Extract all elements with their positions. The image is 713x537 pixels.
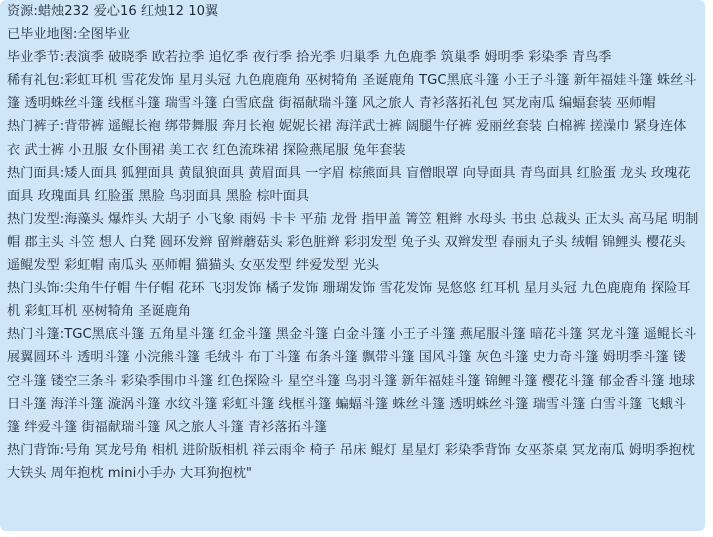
popular-pants-value: 背带裤 遥鲲长袍 绑带舞服 奔月长袍 妮妮长裙 海洋武士裤 阔腿牛仔裤 爱丽丝套装 白棉裤 搓澡巾 紧身连体衣 武士裤 小丑服 女仆围裙 美工衣 红色流珠裙 探险燕尾服 兔年套装 <box>7 119 687 158</box>
resources-label: 资源: <box>7 4 38 19</box>
popular-headwear-value: 尖角牛仔帽 牛仔帽 花环 飞羽发饰 橘子发饰 珊瑚发饰 雪花发饰 晃悠悠 红耳机 星月头冠 九色鹿鹿角 探险耳机 彩虹耳机 巫树犄角 圣诞鹿角 <box>7 281 691 320</box>
popular-back-accessories-label: 热门背饰: <box>7 442 65 458</box>
popular-back-accessories-value: 号角 冥龙号角 相机 进阶版相机 祥云雨伞 椅子 吊床 鲲灯 星星灯 彩染季背饰 女巫茶桌 冥龙南瓜 姆明季抱枕 大铁头 周年抱枕 mini小手办 大耳狗抱枕" <box>7 442 695 481</box>
popular-masks-value: 矮人面具 狐狸面具 黄鼠狼面具 黄眉面具 一字眉 棕熊面具 盲僧眼罩 向导面具 青鸟面具 红脸蛋 龙头 玫瑰花面具 玫瑰面具 红脸蛋 黑脸 鸟羽面具 黑脸 棕叶面具 <box>7 165 691 204</box>
popular-capes-line <box>7 323 699 438</box>
rare-packs-value: 彩虹耳机 雪花发饰 星月头冠 九色鹿鹿角 巫树犄角 圣诞鹿角 TGC黑底斗篷 小王子斗篷 新年福娃斗篷 蛛丝斗篷 透明蛛丝斗篷 线框斗篷 瑞雪斗篷 白雪底盘 街福献瑞斗篷 风之旅人 青衫落拓礼包 冥龙南瓜 编蝠套装 巫师帽 <box>7 73 697 112</box>
graduated-seasons-line <box>7 46 699 69</box>
rare-packs-label: 稀有礼包: <box>7 73 65 89</box>
popular-capes-label: 热门斗篷: <box>7 327 65 343</box>
popular-hairstyles-label: 热门发型: <box>7 211 65 227</box>
popular-back-accessories-line <box>7 439 699 485</box>
popular-masks-line <box>7 162 699 208</box>
graduated-maps-value: 全图毕业 <box>77 27 131 43</box>
popular-headwear-label: 热门头饰: <box>7 281 65 297</box>
popular-pants-line <box>7 115 699 161</box>
popular-headwear-line <box>7 277 699 323</box>
popular-hairstyles-value: 海藻头 爆炸头 大胡子 小飞象 雨妈 卡卡 平茄 龙骨 指甲盖 箐笠 粗辫 水母头 书虫 总裁头 正太头 高马尾 明制帽 郡主头 斗笠 想人 白凳 圆环发辫 留辫蘑菇头 彩色脏辫 彩羽发型 兔子头 双辫发型 春丽丸子头 绒帽 锦鲤头 樱花头 遥鲲发型 彩虹帽 南瓜头 巫师帽 猫猫头 女巫发型 绊爱发型 光头 <box>7 211 699 274</box>
resources-line <box>7 0 699 23</box>
graduated-seasons-value: 表演季 破晓季 欧若拉季 追忆季 夜行季 拾光季 归巢季 九色鹿季 筑巢季 姆明季 彩染季 青鸟季 <box>64 50 612 66</box>
resources-value: 蜡烛232 爱心16 红烛12 10翼 <box>37 4 219 19</box>
graduated-maps-label: 已毕业地图: <box>7 27 78 43</box>
popular-masks-label: 热门面具: <box>7 165 65 181</box>
popular-capes-value: TGC黑底斗篷 五角星斗篷 红金斗篷 黑金斗篷 白金斗篷 小王子斗篷 燕尾服斗篷 暗花斗篷 冥龙斗篷 遥鲲长斗 展翼圆环斗 透明斗篷 小浣熊斗篷 毛绒斗 布丁斗篷 布条斗篷 飘带斗篷 国风斗篷 灰色斗篷 史力奇斗篷 姆明季斗篷 镂空斗篷 镂空三条斗 彩染季围巾斗篷 红色探险斗 星空斗篷 鸟羽斗篷 新年福娃斗篷 锦鲤斗篷 樱花斗篷 郁金香斗篷 地球日斗篷 海洋斗篷 漩涡斗篷 水纹斗篷 彩虹斗篷 线框斗篷 蝙蝠斗篷 蛛丝斗篷 透明蛛丝斗篷 瑞雪斗篷 白雪斗篷 飞蛾斗篷 绊爱斗篷 街福献瑞斗篷 风之旅人斗篷 青衫落拓斗篷 <box>7 327 697 435</box>
popular-hairstyles-line <box>7 208 699 277</box>
popular-pants-label: 热门裤子: <box>7 119 65 135</box>
graduated-maps-line <box>7 23 699 46</box>
rare-packs-line <box>7 69 699 115</box>
graduated-seasons-label: 毕业季节: <box>7 50 65 66</box>
